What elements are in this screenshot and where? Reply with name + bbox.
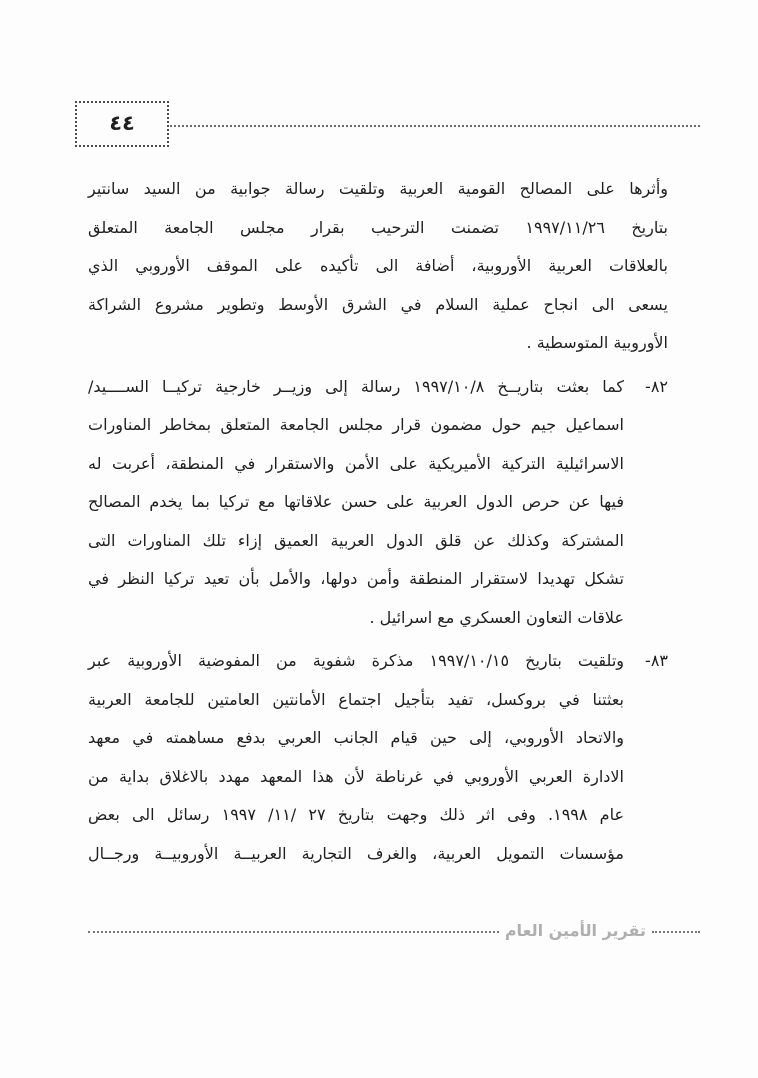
text-line: تشكل تهديدا لاستقرار المنطقة وأمن دولها، والأمل بأن تعيد تركيا النظر في bbox=[88, 569, 624, 588]
text-line: بعثتنا في بروكسل، تفيد بتأجيل اجتماع الأمانتين العامتين للجامعة العربية bbox=[88, 689, 624, 709]
paragraph-83 bbox=[88, 642, 668, 873]
text-line: فيها عن حرص الدول العربية على حسن علاقاتها مع تركيا بما يخدم المصالح bbox=[88, 492, 624, 511]
text-line: الأوروبية المتوسطية . bbox=[526, 333, 668, 352]
text-line: بتاريخ ١٩٩٧/١١/٢٦ تضمنت الترحيب بقرار مجلس الجامعة المتعلق bbox=[88, 217, 669, 237]
document-body bbox=[88, 170, 668, 873]
paragraph-82 bbox=[88, 368, 668, 638]
text-line: بالعلاقات العربية الأوروبية، أضافة الى تأكيده على الموقف الأوروبي الذي bbox=[88, 256, 668, 275]
page-number: ٤٤ bbox=[109, 111, 135, 135]
text-line: عام ١٩٩٨. وفى اثر ذلك وجهت بتاريخ ٢٧ /١١/ ١٩٩٧ رسائل الى بعض bbox=[88, 805, 625, 824]
text-line: والاتحاد الأوروبي، إلى حين قيام الجانب العربي بدفع مساهمته في معهد bbox=[88, 728, 624, 747]
text-line: علاقات التعاون العسكري مع اسرائيل . bbox=[369, 607, 624, 627]
paragraph-number: ٨٢- bbox=[645, 376, 668, 396]
paragraph-81-continuation bbox=[88, 170, 668, 363]
text-line: وتلقيت بتاريخ ١٩٩٧/١٠/١٥ مذكرة شفوية من المفوضية الأوروبية عبر bbox=[88, 651, 625, 670]
footer-rule-right bbox=[652, 931, 700, 933]
text-line: يسعى الى انجاح عملية السلام في الشرق الأوسط وتطوير مشروع الشراكة bbox=[88, 294, 668, 314]
paragraph-lines bbox=[88, 368, 624, 638]
text-line: وأثرها على المصالح القومية العربية وتلقيت رسالة جوابية من السيد سانتير bbox=[88, 179, 668, 198]
page-footer bbox=[88, 920, 700, 944]
footer-rule-left bbox=[88, 931, 499, 933]
header-rule bbox=[170, 125, 700, 127]
page-number-box bbox=[75, 101, 169, 147]
text-line: كما بعثت بتاريــخ ١٩٩٧/١٠/٨ رسالة إلى وزيــر خارجية تركيــا الســــيد/ bbox=[88, 376, 625, 396]
text-line: الاسرائيلية التركية الأميريكية على الأمن والاستقرار في المنطقة، أعربت له bbox=[88, 453, 624, 473]
paragraph-number: ٨٣- bbox=[645, 651, 668, 670]
text-line: الادارة العربي الأوروبي في غرناطة لأن هذا المعهد مهدد بالاغلاق بداية من bbox=[88, 766, 624, 786]
footer-title: تقرير الأمين العام bbox=[504, 920, 646, 940]
text-line: اسماعيل جيم حول مضمون قرار مجلس الجامعة المتعلق بمخاطر المناورات bbox=[88, 415, 624, 434]
text-line: مؤسسات التمويل العربية، والغرف التجارية العربيــة الأوروبيــة ورجــال bbox=[88, 843, 624, 863]
paragraph-lines bbox=[88, 642, 624, 873]
text-line: المشتركة وكذلك عن قلق الدول العربية العميق إزاء تلك المناورات التى bbox=[88, 530, 624, 550]
